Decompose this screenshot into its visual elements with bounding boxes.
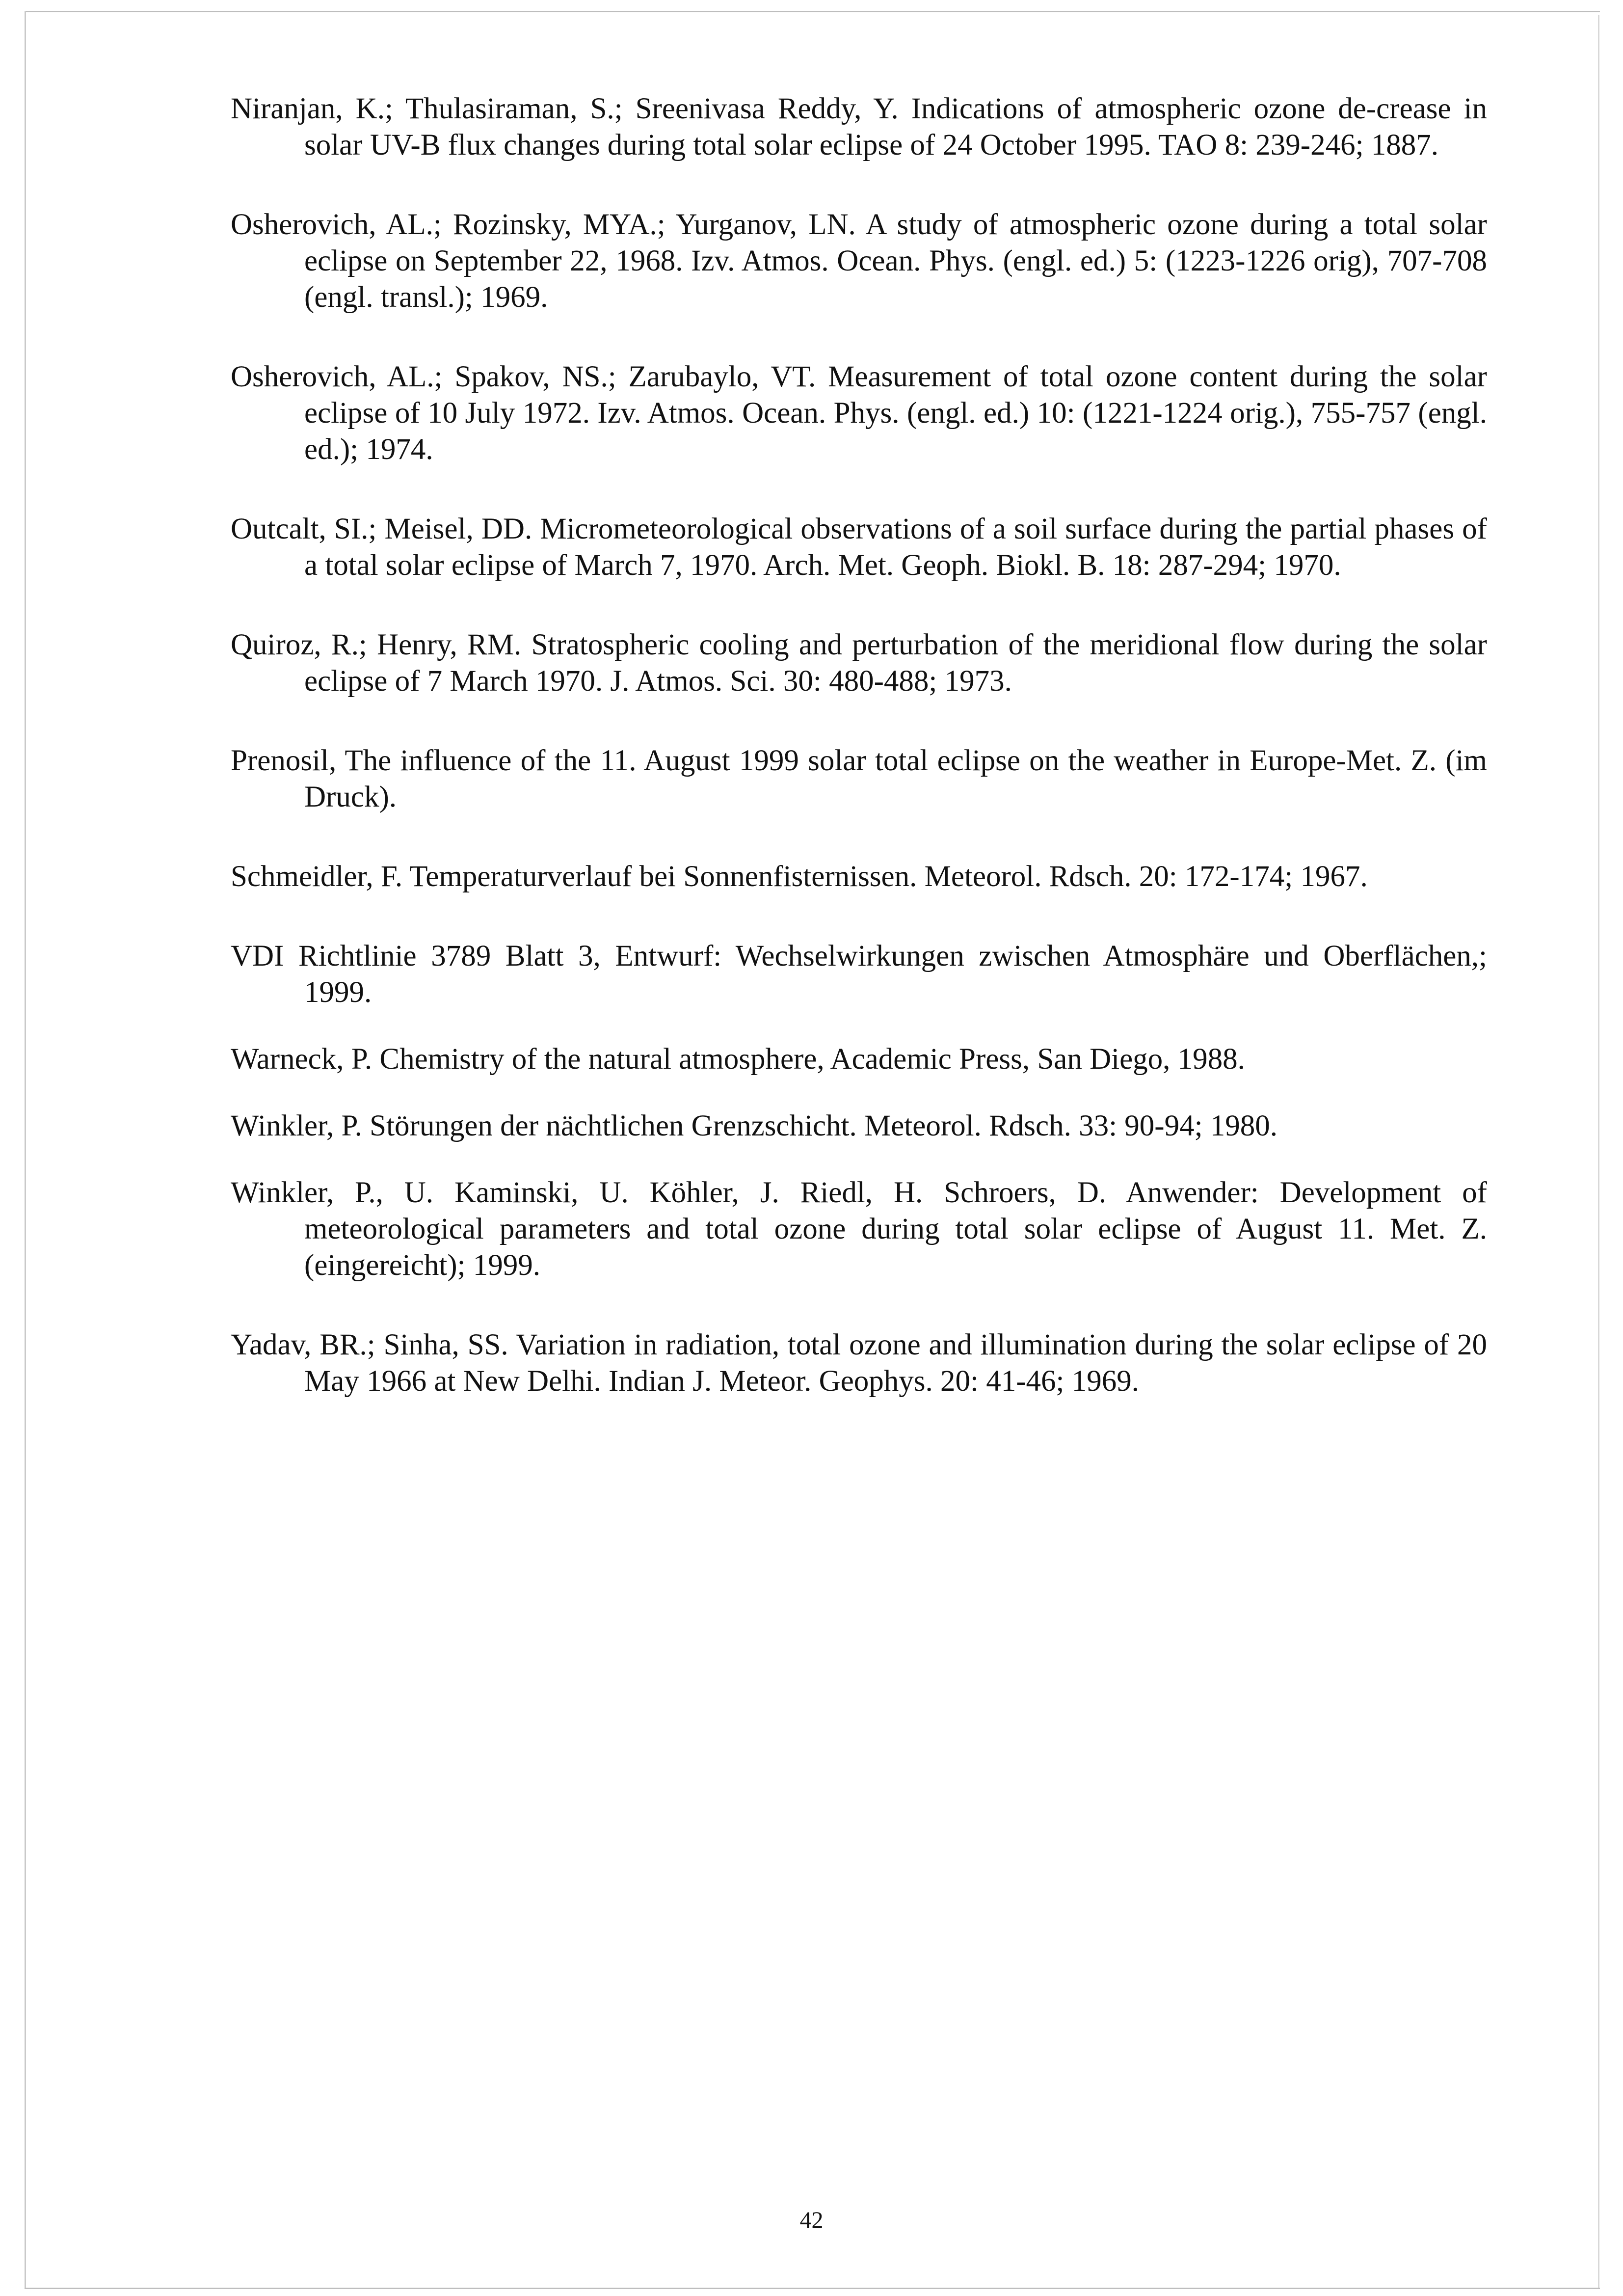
reference-list: [231, 91, 1487, 1443]
reference-entry: Yadav, BR.; Sinha, SS. Variation in radiation, total ozone and illumination during the solar eclipse of 20 May 1966 at New Delhi. Indian J. Meteor. Geophys. 20: 41-46; 1969.: [231, 1328, 1487, 1398]
reference-entry: Osherovich, AL.; Spakov, NS.; Zarubaylo, VT. Measurement of total ozone content during the solar eclipse of 10 July 1972. Izv. Atmos. Ocean. Phys. (engl. ed.) 10: (1221-1224 orig.), 755-757 (engl. ed.); 1974.: [231, 360, 1487, 466]
reference-entry: Niranjan, K.; Thulasiraman, S.; Sreenivasa Reddy, Y. Indications of atmospheric ozone de-crease in solar UV-B flux changes during total solar eclipse of 24 October 1995. TAO 8: 239-246; 1887.: [231, 92, 1487, 162]
page-number: 42: [799, 2207, 824, 2233]
scan-border-left: [25, 11, 26, 2289]
scan-border-top: [25, 11, 1600, 12]
scan-border-right: [1598, 15, 1599, 2288]
reference-entry: Schmeidler, F. Temperaturverlauf bei Sonnenfisternissen. Meteorol. Rdsch. 20: 172-174; 1967.: [231, 860, 1368, 893]
reference-entry: VDI Richtlinie 3789 Blatt 3, Entwurf: Wechselwirkungen zwischen Atmosphäre und Oberflächen,; 1999.: [231, 940, 1487, 1009]
reference-entry: Quiroz, R.; Henry, RM. Stratospheric cooling and perturbation of the meridional flow during the solar eclipse of 7 March 1970. J. Atmos. Sci. 30: 480-488; 1973.: [231, 628, 1487, 698]
reference-entry: Outcalt, SI.; Meisel, DD. Micrometeorological observations of a soil surface during the partial phases of a total solar eclipse of March 7, 1970. Arch. Met. Geoph. Biokl. B. 18: 287-294; 1970.: [231, 513, 1487, 582]
reference-entry: Winkler, P. Störungen der nächtlichen Grenzschicht. Meteorol. Rdsch. 33: 90-94; 1980.: [231, 1109, 1278, 1142]
scan-border-bottom: [25, 2288, 1600, 2289]
reference-entry: Warneck, P. Chemistry of the natural atmosphere, Academic Press, San Diego, 1988.: [231, 1043, 1245, 1076]
reference-entry: Prenosil, The influence of the 11. August 1999 solar total eclipse on the weather in Europe-Met. Z. (im Druck).: [231, 744, 1487, 813]
reference-entry: Osherovich, AL.; Rozinsky, MYA.; Yurganov, LN. A study of atmospheric ozone during a total solar eclipse on September 22, 1968. Izv. Atmos. Ocean. Phys. (engl. ed.) 5: (1223-1226 orig), 707-708 (engl. transl.); 1969.: [231, 208, 1487, 314]
reference-entry: Winkler, P., U. Kaminski, U. Köhler, J. Riedl, H. Schroers, D. Anwender: Development of meteorological parameters and total ozone during total solar eclipse of August 11. Met. Z. (eingereicht); 1999.: [231, 1176, 1487, 1282]
